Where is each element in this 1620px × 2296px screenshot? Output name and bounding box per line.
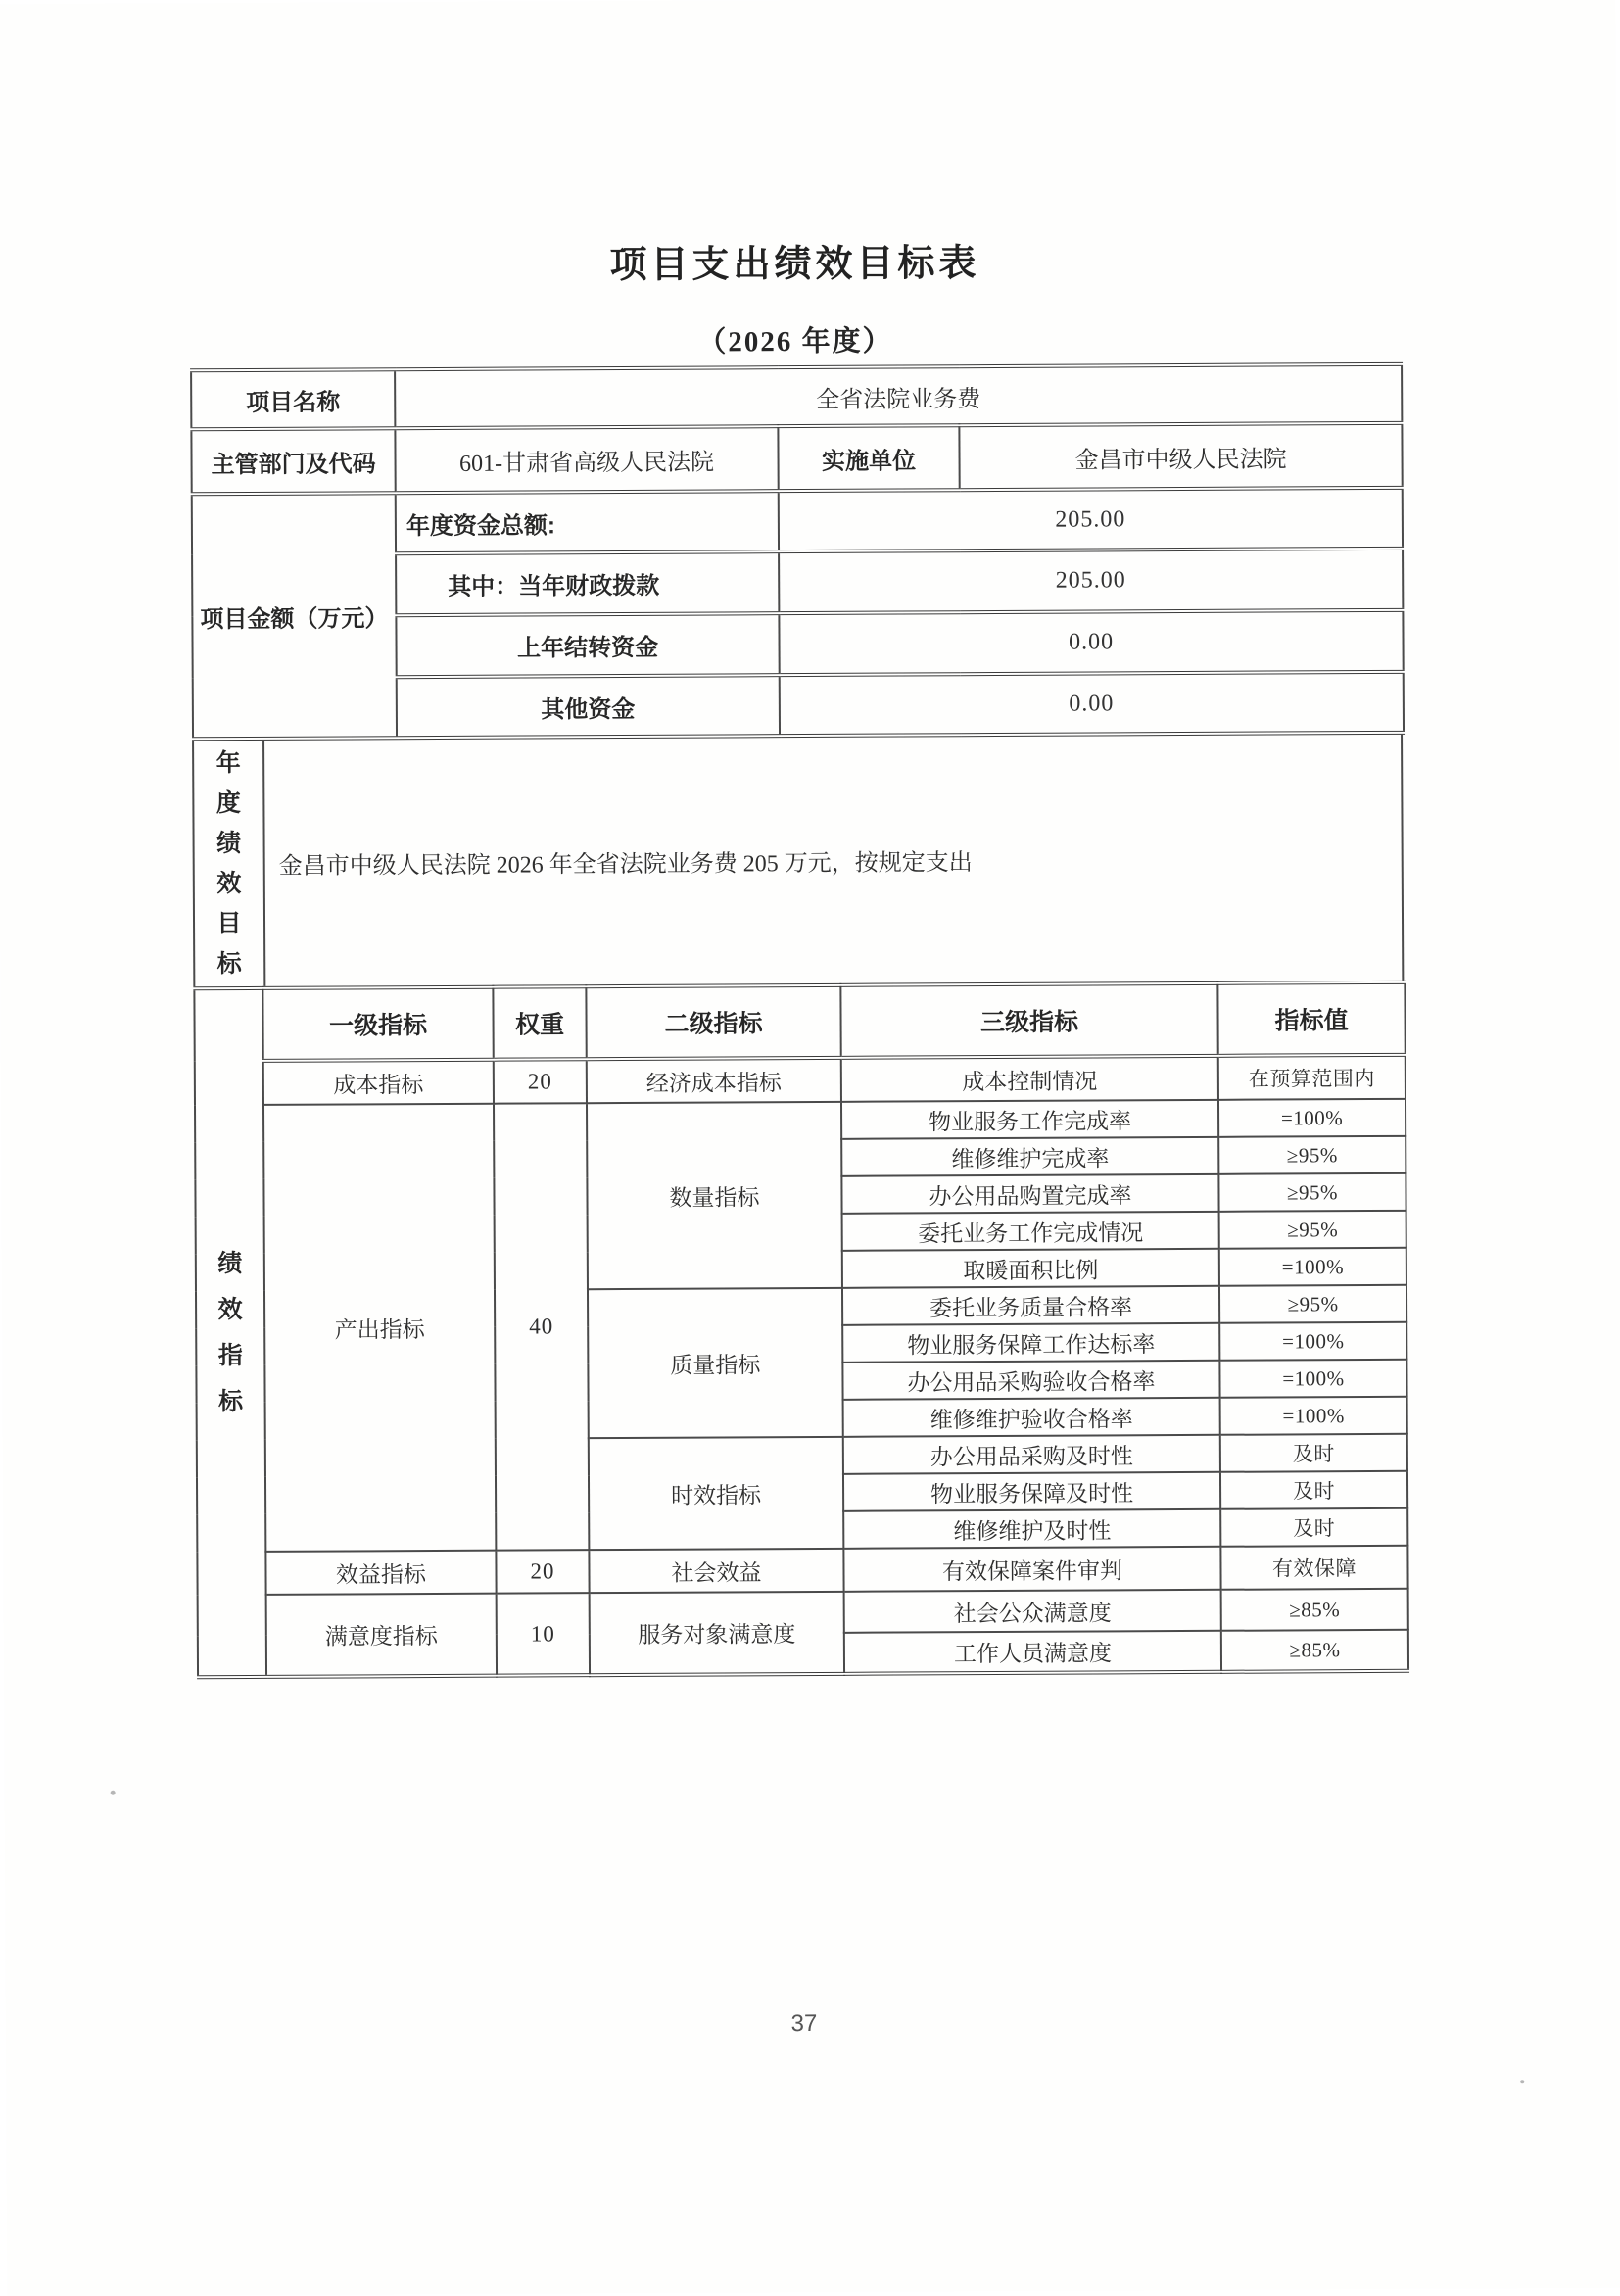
project-name-label: 项目名称 bbox=[191, 369, 395, 429]
value-cell: ≥85% bbox=[1221, 1589, 1408, 1631]
annual-side-char: 度 bbox=[215, 789, 241, 817]
page-subtitle: （2026 年度） bbox=[697, 325, 893, 359]
value-cell: ≥85% bbox=[1221, 1630, 1408, 1672]
header-level3: 三级指标 bbox=[840, 983, 1217, 1058]
value-cell: =100% bbox=[1219, 1322, 1406, 1361]
l3-cell: 维修维护验收合格率 bbox=[843, 1398, 1220, 1437]
weight-satisfaction: 10 bbox=[497, 1593, 590, 1675]
project-info-table bbox=[190, 362, 1405, 741]
indicator-row bbox=[195, 1099, 1406, 1142]
indicator-side-char: 效 bbox=[217, 1295, 243, 1323]
l3-cell: 办公用品购置完成率 bbox=[841, 1174, 1218, 1214]
l3-cell: 社会公众满意度 bbox=[844, 1590, 1221, 1633]
header-value: 指标值 bbox=[1217, 982, 1405, 1056]
amount-fiscal-value: 205.00 bbox=[779, 549, 1403, 613]
indicator-side-char: 绩 bbox=[217, 1249, 243, 1277]
l1-benefit: 效益指标 bbox=[265, 1551, 496, 1595]
weight-output: 40 bbox=[494, 1103, 589, 1550]
indicator-header-row bbox=[194, 982, 1405, 1061]
amount-label: 项目金额（万元） bbox=[192, 493, 397, 739]
page-title: 项目支出绩效目标表 bbox=[609, 243, 980, 287]
l3-cell: 办公用品采购及时性 bbox=[843, 1435, 1220, 1474]
value-cell: ≥95% bbox=[1219, 1211, 1406, 1249]
l2-quality: 质量指标 bbox=[588, 1288, 843, 1438]
value-cell: ≥95% bbox=[1219, 1285, 1406, 1323]
indicator-row bbox=[198, 1589, 1408, 1636]
amount-total-value: 205.00 bbox=[779, 488, 1403, 551]
l3-cell: 维修维护及时性 bbox=[843, 1509, 1220, 1549]
value-cell: 有效保障 bbox=[1220, 1546, 1407, 1590]
l2-social-benefit: 社会效益 bbox=[589, 1549, 843, 1593]
l2-timeliness: 时效指标 bbox=[589, 1437, 844, 1550]
indicator-side-label bbox=[194, 988, 266, 1677]
amount-carryover-label: 上年结转资金 bbox=[396, 613, 779, 677]
impl-unit-value: 金昌市中级人民法院 bbox=[959, 423, 1402, 490]
annual-side-char: 效 bbox=[216, 869, 242, 897]
indicator-side-char: 指 bbox=[217, 1341, 243, 1369]
value-cell: ≥95% bbox=[1218, 1173, 1406, 1212]
header-level2: 二级指标 bbox=[586, 985, 840, 1059]
value-cell: =100% bbox=[1220, 1397, 1407, 1435]
l3-cell: 物业服务保障及时性 bbox=[843, 1472, 1220, 1511]
amount-carryover-value: 0.00 bbox=[779, 610, 1403, 675]
l3-cell: 有效保障案件审判 bbox=[843, 1547, 1220, 1592]
row-project-name bbox=[191, 364, 1402, 429]
performance-indicator-table bbox=[193, 981, 1409, 1679]
l1-output: 产出指标 bbox=[263, 1104, 496, 1552]
row-amount-total bbox=[192, 488, 1403, 554]
weight-cost: 20 bbox=[494, 1059, 587, 1103]
amount-fiscal-label: 其中：当年财政拨款 bbox=[396, 551, 779, 615]
amount-total-label: 年度资金总额: bbox=[396, 491, 779, 553]
project-name-value: 全省法院业务费 bbox=[395, 364, 1402, 428]
value-cell: 及时 bbox=[1220, 1508, 1407, 1547]
l3-cell: 办公用品采购验收合格率 bbox=[842, 1361, 1219, 1400]
department-label: 主管部门及代码 bbox=[191, 428, 395, 494]
value-cell: 及时 bbox=[1220, 1434, 1407, 1472]
annual-side-char: 标 bbox=[216, 949, 242, 978]
l3-cell: 工作人员满意度 bbox=[844, 1631, 1221, 1674]
l3-cell: 委托业务质量合格率 bbox=[842, 1286, 1219, 1325]
row-department bbox=[191, 423, 1402, 494]
value-cell: =100% bbox=[1219, 1248, 1406, 1286]
annual-side-char: 目 bbox=[216, 909, 242, 937]
annual-target-text: 金昌市中级人民法院 2026 年全省法院业务费 205 万元，按规定支出 bbox=[278, 850, 973, 880]
document-body bbox=[190, 362, 1407, 1679]
annual-target-side-label bbox=[194, 741, 265, 986]
page-number: 37 bbox=[790, 2009, 818, 2037]
value-cell: =100% bbox=[1219, 1360, 1406, 1398]
indicator-side-char: 标 bbox=[217, 1387, 244, 1415]
impl-unit-label: 实施单位 bbox=[778, 425, 959, 491]
annual-target-section bbox=[192, 735, 1404, 986]
l3-cell: 取暖面积比例 bbox=[842, 1249, 1219, 1288]
indicator-row bbox=[195, 1055, 1406, 1105]
scan-speck bbox=[111, 1791, 116, 1795]
value-cell: ≥95% bbox=[1218, 1136, 1406, 1174]
value-cell: =100% bbox=[1218, 1099, 1406, 1137]
l1-cost: 成本指标 bbox=[263, 1060, 494, 1105]
annual-side-char: 年 bbox=[215, 748, 241, 777]
department-value: 601-甘肃省高级人民法院 bbox=[395, 426, 778, 493]
l3-cell: 物业服务工作完成率 bbox=[841, 1100, 1218, 1139]
header-level1: 一级指标 bbox=[262, 987, 493, 1061]
l3-cell: 委托业务工作完成情况 bbox=[842, 1212, 1219, 1251]
l3-cell: 物业服务保障工作达标率 bbox=[842, 1323, 1219, 1363]
l3-cell: 成本控制情况 bbox=[841, 1056, 1218, 1102]
l2-quantity: 数量指标 bbox=[587, 1102, 842, 1289]
amount-other-label: 其他资金 bbox=[397, 675, 780, 738]
annual-side-char: 绩 bbox=[216, 829, 242, 857]
indicator-row bbox=[197, 1546, 1407, 1595]
l2-economic-cost: 经济成本指标 bbox=[587, 1058, 841, 1103]
l3-cell: 维修维护完成率 bbox=[841, 1137, 1218, 1176]
header-weight: 权重 bbox=[493, 986, 586, 1059]
amount-other-value: 0.00 bbox=[780, 672, 1404, 736]
l1-satisfaction: 满意度指标 bbox=[266, 1594, 497, 1677]
value-cell: 及时 bbox=[1220, 1471, 1407, 1509]
scan-speck bbox=[1520, 2080, 1524, 2083]
l2-service-satisfaction: 服务对象满意度 bbox=[590, 1592, 844, 1675]
weight-benefit: 20 bbox=[496, 1550, 589, 1593]
value-cell: 在预算范围内 bbox=[1218, 1055, 1406, 1100]
